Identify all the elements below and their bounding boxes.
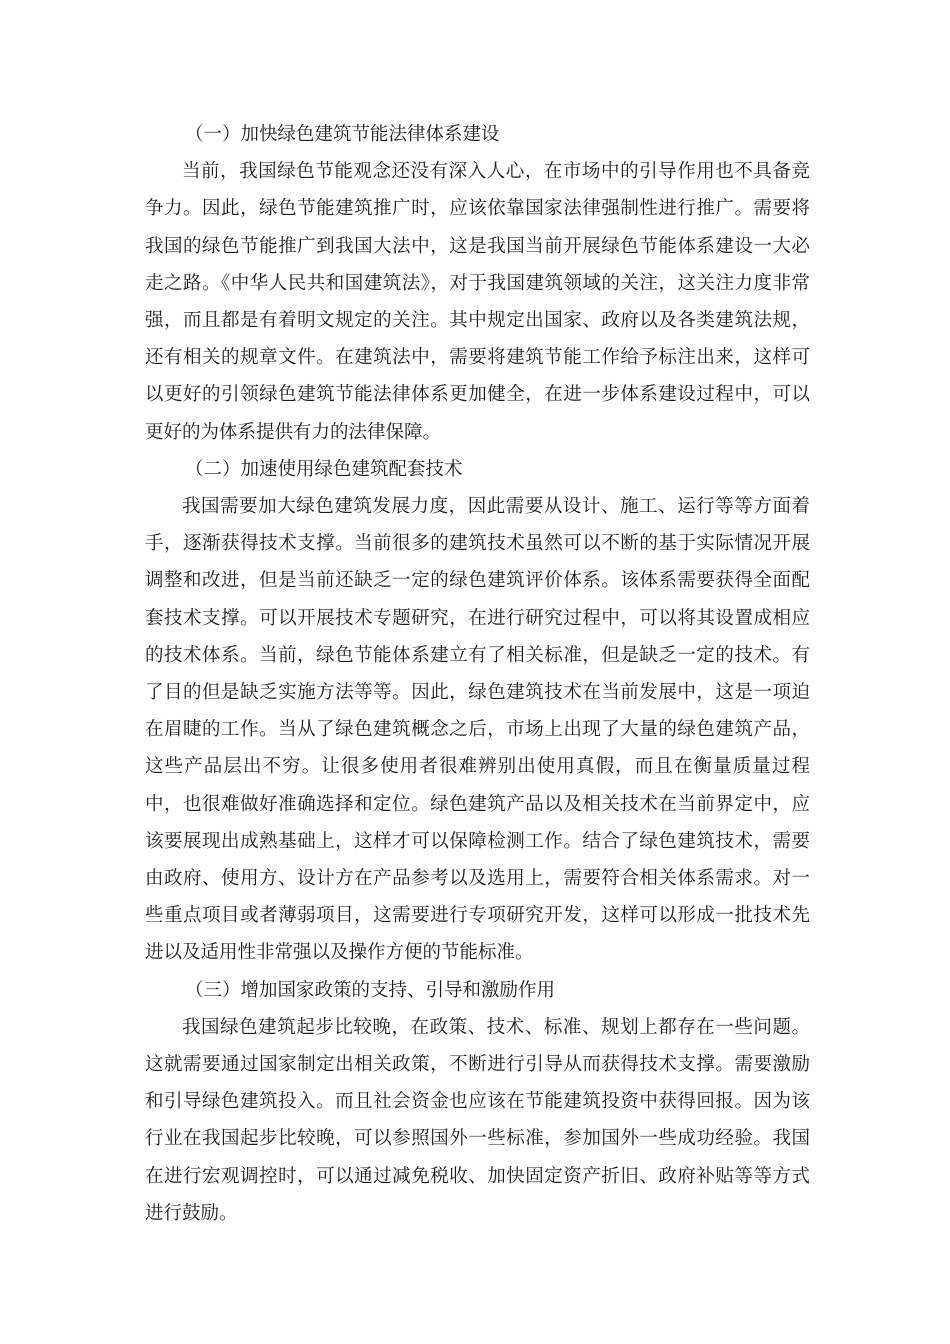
section-heading-1: （一）加快绿色建筑节能法律体系建设 [185,124,500,145]
section-paragraph-2: 我国需要加大绿色建筑发展力度，因此需要从设计、施工、运行等等方面着手，逐渐获得技术支撑。当前很多的建筑技术虽然可以不断的基于实际情况开展调整和改进，但是当前还缺乏一定的绿色建筑评价体系。该体系需要获得全面配套技术支撑。可以开展技术专题研究，在进行研究过程中，可以将其设置成相应的技术体系。当前，绿色节能体系建立有了相关标准，但是缺乏一定的技术。有了目的但是缺乏实施方法等等。因此，绿色建筑技术在当前发展中，这是一项迫在眉睫的工作。当从了绿色建筑概念之后，市场上出现了大量的绿色建筑产品，这些产品层出不穷。让很多使用者很难辨别出使用真假，而且在衡量质量过程中，也很难做好准确选择和定位。绿色建筑产品以及相关技术在当前界定中，应该要展现出成熟基础上，这样才可以保障检测工作。结合了绿色建筑技术，需要由政府、使用方、设计方在产品参考以及选用上，需要符合相关体系需求。对一些重点项目或者薄弱项目，这需要进行专项研究开发，这样可以形成一批技术先进以及适用性非常强以及操作方便的节能标准。 [145,496,810,964]
document-body [145,116,810,1232]
section-heading-3: （三）增加国家政策的支持、引导和激励作用 [185,979,556,1001]
section-paragraph-1: 当前，我国绿色节能观念还没有深入人心，在市场中的引导作用也不具备竞争力。因此，绿色节能建筑推广时，应该依靠国家法律强制性进行推广。需要将我国的绿色节能推广到我国大法中，这是我国当前开展绿色节能体系建设一大必走之路。《中华人民共和国建筑法》，对于我国建筑领域的关注，这关注力度非常强，而且都是有着明文规定的关注。其中规定出国家、政府以及各类建筑法规，还有相关的规章文件。在建筑法中，需要将建筑节能工作给予标注出来，这样可以更好的引领绿色建筑节能法律体系更加健全，在进一步体系建设过程中，可以更好的为体系提供有力的法律保障。 [145,161,810,443]
section-paragraph-3: 我国绿色建筑起步比较晚，在政策、技术、标准、规划上都存在一些问题。这就需要通过国家制定出相关政策，不断进行引导从而获得技术支撑。需要激励和引导绿色建筑投入。而且社会资金也应该在节能建筑投资中获得回报。因为该行业在我国起步比较晚，可以参照国外一些标准，参加国外一些成功经验。我国在进行宏观调控时，可以通过减免税收、加快固定资产折旧、政府补贴等等方式进行鼓励。 [145,1016,810,1224]
section-heading-2: （二）加速使用绿色建筑配套技术 [185,458,463,480]
